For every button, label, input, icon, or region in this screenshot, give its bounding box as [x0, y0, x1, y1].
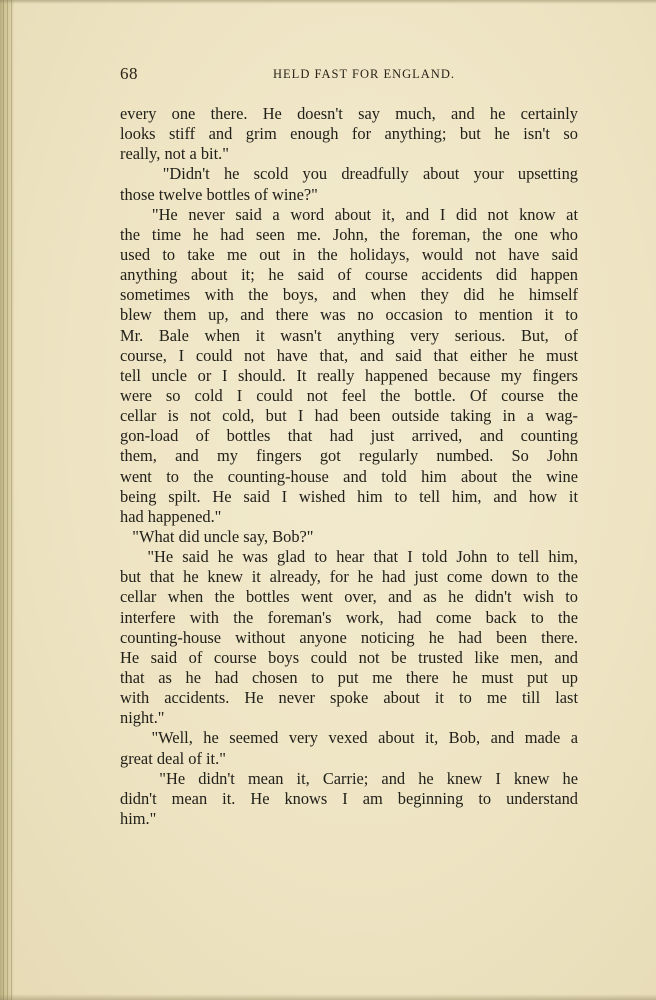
text-line: great deal of it."	[120, 748, 226, 768]
text-line: were so cold I could not feel the bottle. Of course the	[120, 385, 578, 405]
text-line: every one there. He doesn't say much, and he certainly	[120, 104, 578, 123]
text-line: "Didn't he scold you dreadfully about your upsetting	[120, 164, 578, 184]
text-line: went to the counting-house and told him about the wine	[120, 466, 578, 486]
gutter-line	[7, 0, 8, 1000]
text-line: the time he had seen me. John, the foreman, the one who	[120, 224, 578, 244]
text-line: counting-house without anyone noticing he had been there.	[120, 627, 578, 647]
text-line: being spilt. He said I wished him to tell him, and how it	[120, 486, 578, 506]
text-line: anything about it; he said of course accidents did happen	[120, 265, 578, 285]
text-line: "He never said a word about it, and I did not know at	[120, 204, 578, 224]
gutter-line	[11, 0, 12, 1000]
gutter-line	[3, 0, 4, 1000]
text-line: but that he knew it already, for he had just come down to the	[120, 567, 578, 587]
text-line: didn't mean it. He knows I am beginning to understand	[120, 788, 578, 808]
text-line: sometimes with the boys, and when they did he himself	[120, 285, 578, 305]
text-line: used to take me out in the holidays, would not have said	[120, 244, 578, 264]
text-line: night."	[120, 708, 165, 728]
running-title: HELD FAST FOR ENGLAND.	[273, 67, 455, 81]
text-line: blew them up, and there was no occasion to mention it to	[120, 305, 578, 325]
text-line: Mr. Bale when it wasn't anything very serious. But, of	[120, 325, 578, 345]
text-line: "What did uncle say, Bob?"	[120, 526, 314, 546]
text-line: with accidents. He never spoke about it to me till last	[120, 688, 578, 708]
text-line: looks stiff and grim enough for anything; but he isn't so	[120, 124, 578, 144]
text-line: that as he had chosen to put me there he must put up	[120, 667, 578, 687]
text-line: tell uncle or I should. It really happened because my fingers	[120, 365, 578, 385]
text-line: course, I could not have that, and said that either he must	[120, 345, 578, 365]
text-line: "He said he was glad to hear that I told John to tell him,	[120, 547, 578, 567]
text-line: gon-load of bottles that had just arrived, and counting	[120, 426, 578, 446]
body-text	[120, 104, 578, 829]
text-line: those twelve bottles of wine?"	[120, 184, 318, 204]
top-edge-shade	[0, 0, 656, 4]
running-head	[120, 64, 578, 88]
text-line: cellar is not cold, but I had been outside taking in a wag-	[120, 406, 578, 426]
text-line: really, not a bit."	[120, 144, 229, 164]
text-line: cellar when the bottles went over, and as he didn't wish to	[120, 587, 578, 607]
text-line: them, and my fingers got regularly numbed. So John	[120, 446, 578, 466]
text-line: He said of course boys could not be trusted like men, and	[120, 647, 578, 667]
text-line: "Well, he seemed very vexed about it, Bob, and made a	[120, 728, 578, 748]
text-line: "He didn't mean it, Carrie; and he knew I knew he	[120, 768, 578, 788]
text-line: him."	[120, 808, 157, 828]
text-line: interfere with the foreman's work, had come back to the	[120, 607, 578, 627]
bottom-edge-shade	[0, 994, 656, 1000]
text-line: had happened."	[120, 506, 222, 526]
page-number: 68	[120, 64, 138, 83]
